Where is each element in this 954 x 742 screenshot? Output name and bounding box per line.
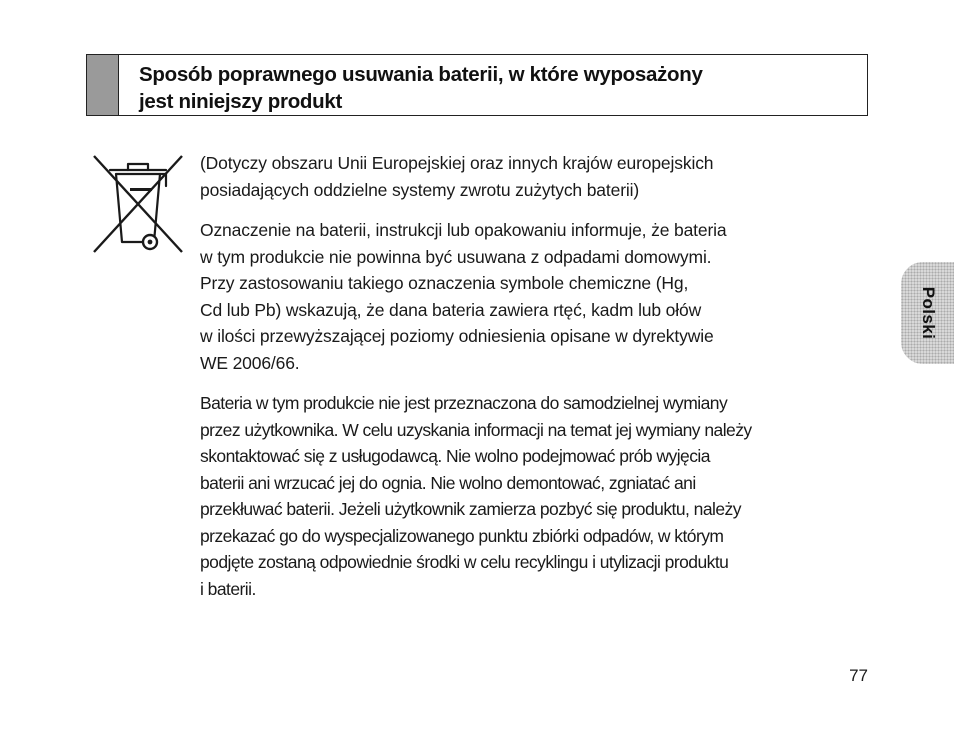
section-heading-box bbox=[86, 54, 868, 116]
text-line: Oznaczenie na baterii, instrukcji lub opakowaniu informuje, że bateria bbox=[200, 220, 727, 240]
paragraph-marking-info bbox=[200, 217, 865, 376]
text-line: podjęte zostaną odpowiednie środki w celu recyklingu i utylizacji produktu bbox=[200, 552, 729, 572]
section-title bbox=[119, 55, 703, 115]
text-line: przekłuwać baterii. Jeżeli użytkownik zamierza pozbyć się produktu, należy bbox=[200, 499, 741, 519]
section-title-line: jest niniejszy produkt bbox=[139, 90, 342, 113]
text-line: (Dotyczy obszaru Unii Europejskiej oraz innych krajów europejskich bbox=[200, 153, 714, 173]
text-line: Przy zastosowaniu takiego oznaczenia symbole chemiczne (Hg, bbox=[200, 273, 689, 293]
text-line: WE 2006/66. bbox=[200, 352, 300, 373]
paragraph-battery-replacement bbox=[200, 390, 865, 602]
text-line: w tym produkcie nie powinna być usuwana z odpadami domowymi. bbox=[200, 246, 712, 267]
text-line: przez użytkownika. W celu uzyskania informacji na temat jej wymiany należy bbox=[200, 419, 752, 440]
crossed-out-wheelie-bin-icon bbox=[88, 150, 188, 258]
language-side-tab bbox=[901, 262, 954, 364]
paragraph-scope-note bbox=[200, 150, 865, 203]
text-line: posiadających oddzielne systemy zwrotu zużytych baterii) bbox=[200, 179, 640, 200]
text-line: przekazać go do wyspecjalizowanego punktu zbiórki odpadów, w którym bbox=[200, 525, 724, 546]
section-title-line: Sposób poprawnego usuwania baterii, w które wyposażony bbox=[139, 63, 703, 86]
language-tab-label: Polski bbox=[918, 286, 938, 340]
page-number: 77 bbox=[849, 666, 868, 685]
text-line: w ilości przewyższającej poziomy odniesienia opisane w dyrektywie bbox=[200, 326, 714, 346]
text-line: baterii ani wrzucać jej do ognia. Nie wolno demontować, zgniatać ani bbox=[200, 472, 696, 493]
text-line: Cd lub Pb) wskazują, że dana bateria zawiera rtęć, kadm lub ołów bbox=[200, 299, 702, 320]
text-line: Bateria w tym produkcie nie jest przeznaczona do samodzielnej wymiany bbox=[200, 393, 728, 413]
text-line: skontaktować się z usługodawcą. Nie wolno podejmować prób wyjęcia bbox=[200, 446, 710, 466]
text-line: i baterii. bbox=[200, 578, 256, 599]
body-content bbox=[200, 150, 865, 616]
heading-accent-bar bbox=[87, 55, 119, 115]
